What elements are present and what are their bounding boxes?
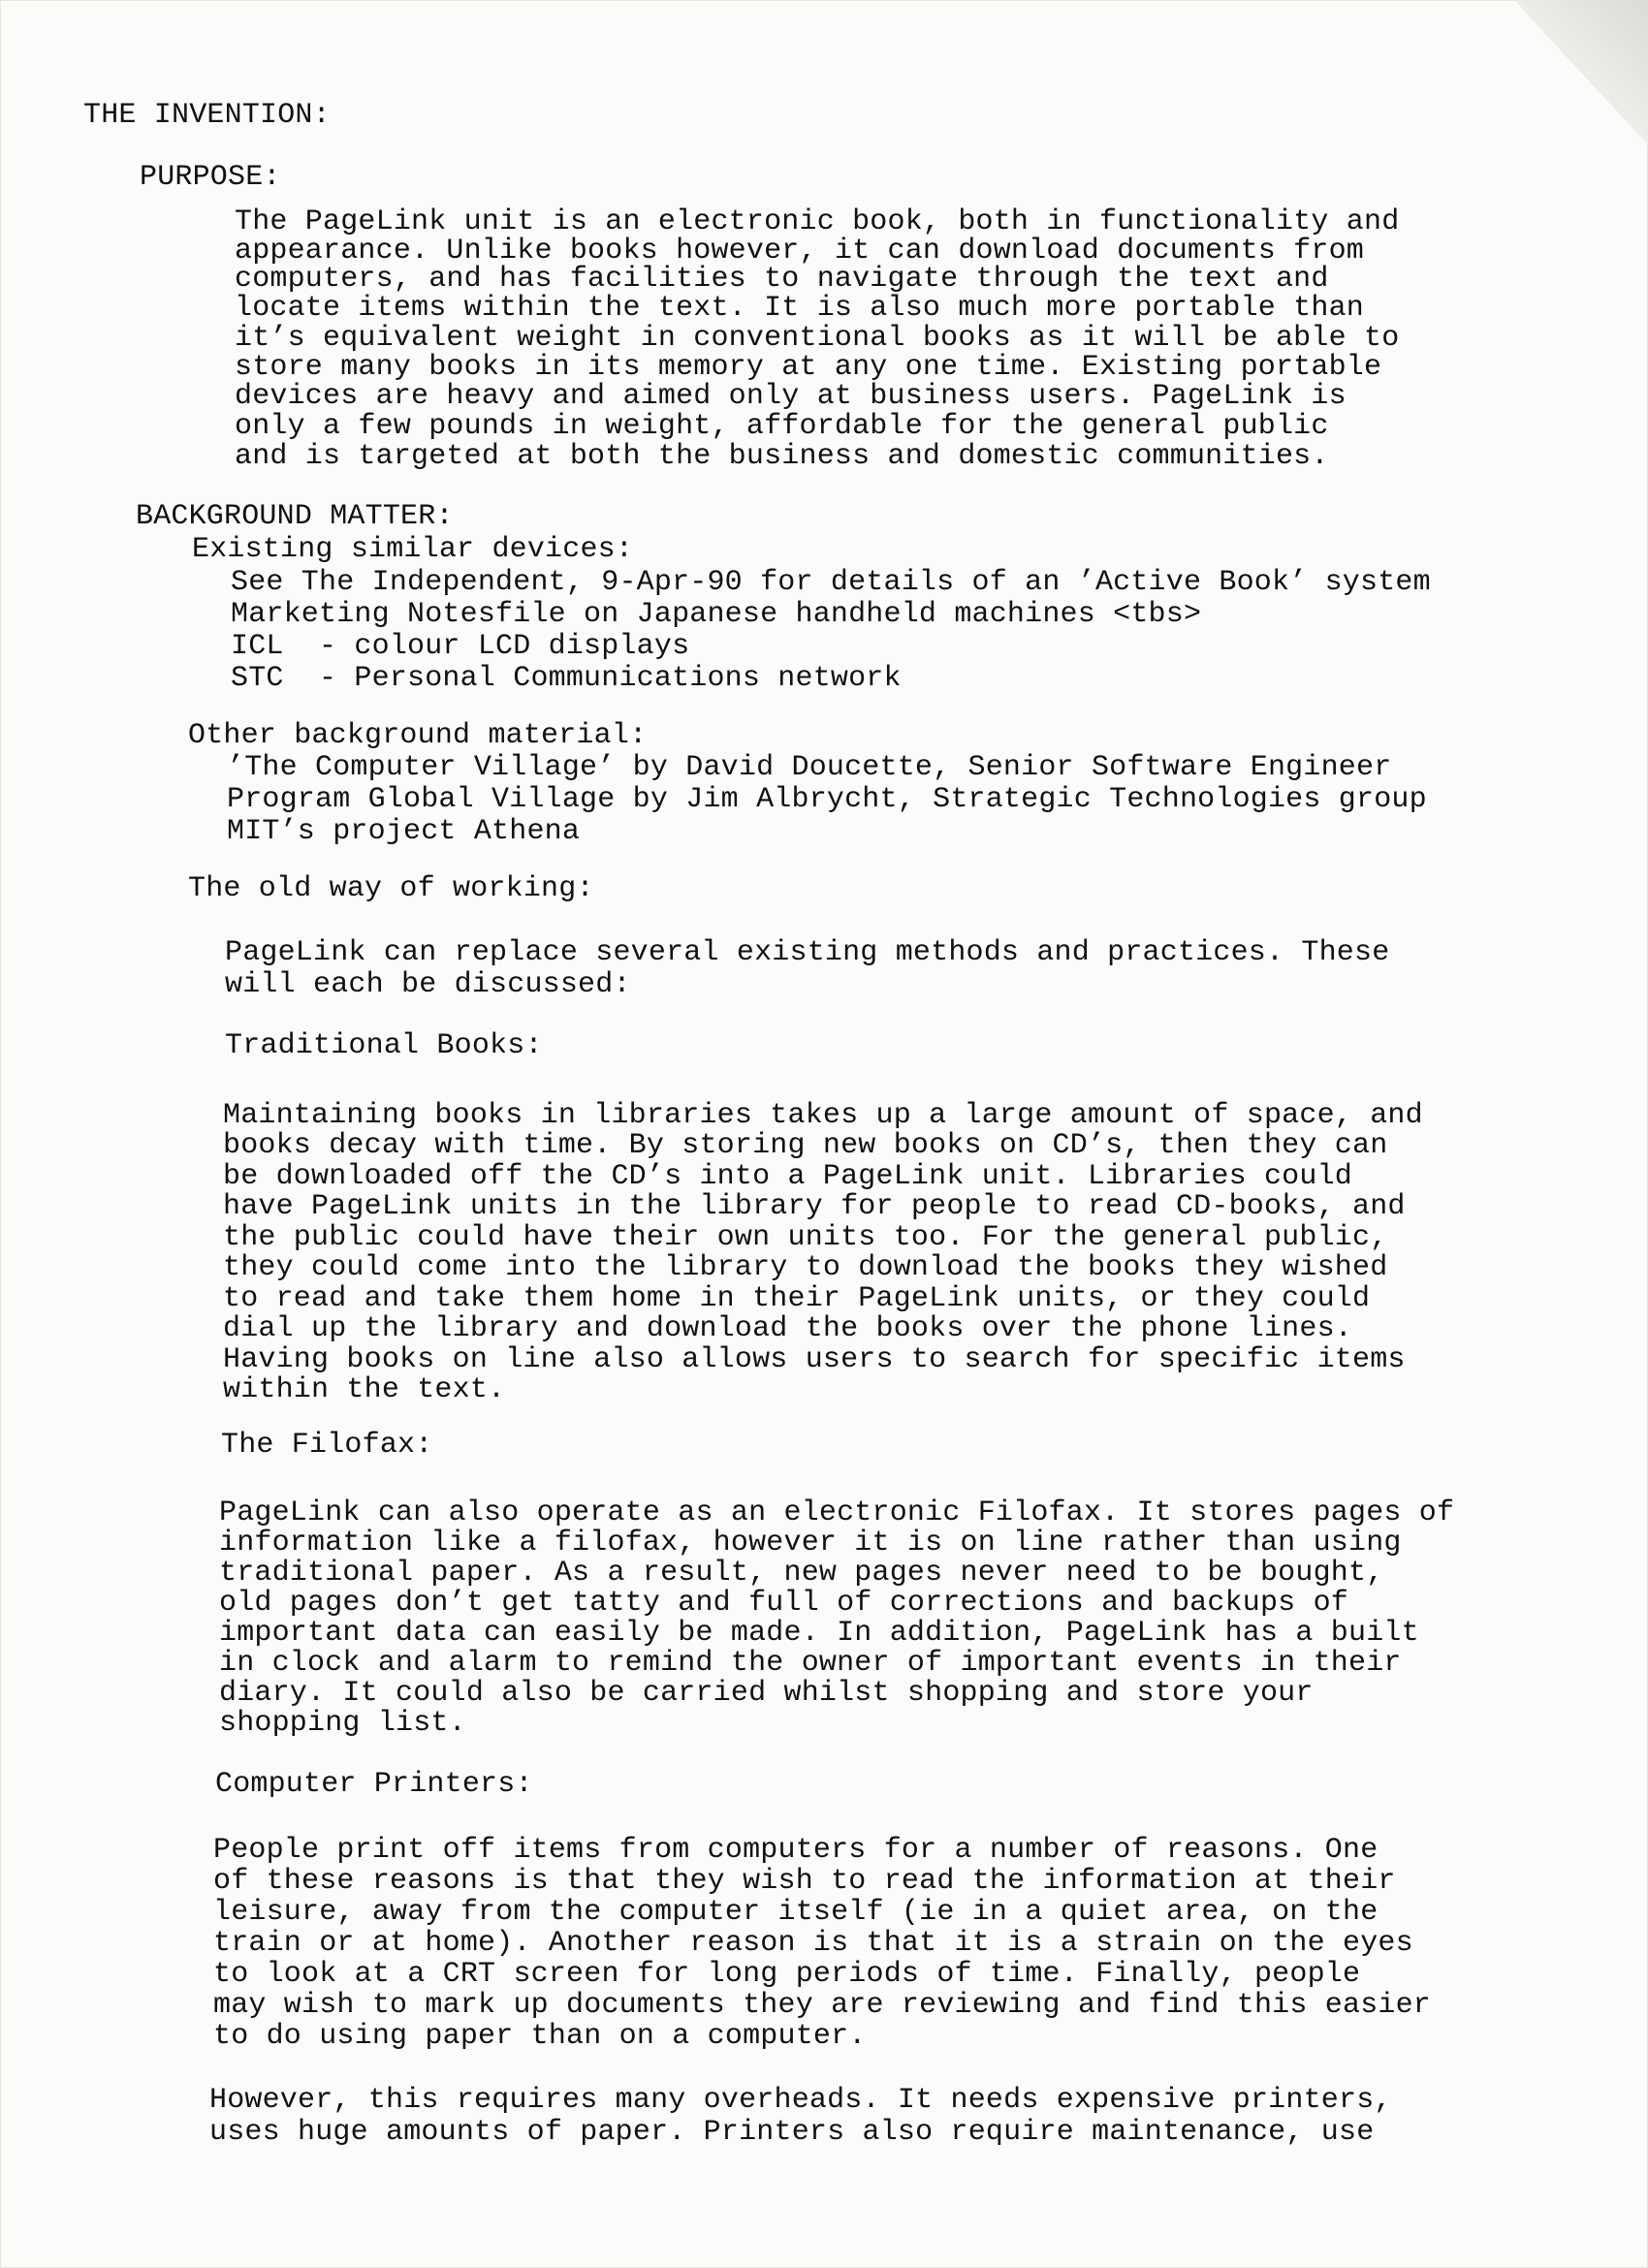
traditional-books-line: the public could have their own units too. For the general public,	[223, 1221, 1388, 1254]
computer-printers-heading: Computer Printers:	[215, 1768, 533, 1801]
traditional-books-line: Having books on line also allows users to search for specific items	[223, 1343, 1406, 1376]
background-heading: BACKGROUND MATTER:	[136, 500, 454, 533]
filofax-line: in clock and alarm to remind the owner of important events in their	[219, 1647, 1402, 1680]
filofax-line: traditional paper. As a result, new pages never need to be bought,	[219, 1557, 1384, 1590]
existing-devices-line: See The Independent, 9-Apr-90 for details of an ’Active Book’ system	[231, 566, 1431, 599]
filofax-line: important data can easily be made. In addition, PageLink has a built	[219, 1617, 1419, 1650]
other-background-line: MIT’s project Athena	[227, 815, 581, 848]
purpose-line: appearance. Unlike books however, it can download documents from	[235, 235, 1364, 268]
traditional-books-line: they could come into the library to download the books they wished	[223, 1251, 1388, 1284]
old-way-intro-line: will each be discussed:	[225, 968, 631, 1001]
purpose-heading: PURPOSE:	[140, 161, 281, 194]
filofax-line: diary. It could also be carried whilst shopping and store your	[219, 1677, 1314, 1710]
traditional-books-line: within the text.	[223, 1373, 506, 1406]
purpose-line: it’s equivalent weight in conventional books as it will be able to	[235, 322, 1400, 355]
existing-devices-line: ICL - colour LCD displays	[231, 630, 690, 663]
purpose-line: only a few pounds in weight, affordable for the general public	[235, 410, 1329, 443]
other-background-heading: Other background material:	[188, 719, 648, 752]
existing-devices-line: Marketing Notesfile on Japanese handheld machines <tbs>	[231, 598, 1202, 631]
traditional-books-heading: Traditional Books:	[225, 1029, 543, 1062]
purpose-line: store many books in its memory at any one time. Existing portable	[235, 351, 1382, 384]
overheads-line: uses huge amounts of paper. Printers also require maintenance, use	[209, 2116, 1375, 2149]
computer-printers-line: train or at home). Another reason is that it is a strain on the eyes	[213, 1927, 1413, 1960]
filofax-line: shopping list.	[219, 1707, 466, 1740]
traditional-books-line: Maintaining books in libraries takes up a large amount of space, and	[223, 1099, 1423, 1132]
purpose-line: and is targeted at both the business and domestic communities.	[235, 440, 1329, 473]
existing-devices-heading: Existing similar devices:	[192, 533, 634, 566]
document-title: THE INVENTION:	[83, 99, 331, 132]
other-background-line: Program Global Village by Jim Albrycht, Strategic Technologies group	[227, 783, 1427, 816]
traditional-books-line: to read and take them home in their PageLink units, or they could	[223, 1282, 1371, 1315]
old-way-intro-line: PageLink can replace several existing methods and practices. These	[225, 936, 1390, 969]
computer-printers-line: of these reasons is that they wish to read the information at their	[213, 1865, 1396, 1898]
traditional-books-line: dial up the library and download the books over the phone lines.	[223, 1312, 1352, 1345]
existing-devices-line: STC - Personal Communications network	[231, 662, 902, 695]
purpose-line: devices are heavy and aimed only at business users. PageLink is	[235, 380, 1347, 413]
traditional-books-line: be downloaded off the CD’s into a PageLink unit. Libraries could	[223, 1160, 1352, 1193]
computer-printers-line: leisure, away from the computer itself (ie in a quiet area, on the	[213, 1896, 1379, 1929]
filofax-heading: The Filofax:	[221, 1429, 433, 1462]
purpose-line: locate items within the text. It is also much more portable than	[235, 292, 1364, 325]
computer-printers-line: to look at a CRT screen for long periods of time. Finally, people	[213, 1958, 1361, 1991]
computer-printers-line: may wish to mark up documents they are reviewing and find this easier	[213, 1989, 1432, 2022]
traditional-books-line: books decay with time. By storing new books on CD’s, then they can	[223, 1129, 1388, 1162]
filofax-line: old pages don’t get tatty and full of corrections and backups of	[219, 1587, 1348, 1620]
old-way-heading: The old way of working:	[188, 872, 594, 905]
traditional-books-line: have PageLink units in the library for people to read CD-books, and	[223, 1190, 1406, 1223]
overheads-line: However, this requires many overheads. It needs expensive printers,	[209, 2084, 1392, 2117]
purpose-line: computers, and has facilities to navigate through the text and	[235, 263, 1329, 296]
purpose-line: The PageLink unit is an electronic book, both in functionality and	[235, 205, 1400, 238]
other-background-line: ’The Computer Village’ by David Doucette, Senior Software Engineer	[227, 751, 1392, 784]
computer-printers-line: to do using paper than on a computer.	[213, 2020, 867, 2053]
filofax-line: PageLink can also operate as an electronic Filofax. It stores pages of	[219, 1496, 1455, 1529]
filofax-line: information like a filofax, however it is on line rather than using	[219, 1527, 1402, 1559]
computer-printers-line: People print off items from computers for a number of reasons. One	[213, 1834, 1379, 1867]
